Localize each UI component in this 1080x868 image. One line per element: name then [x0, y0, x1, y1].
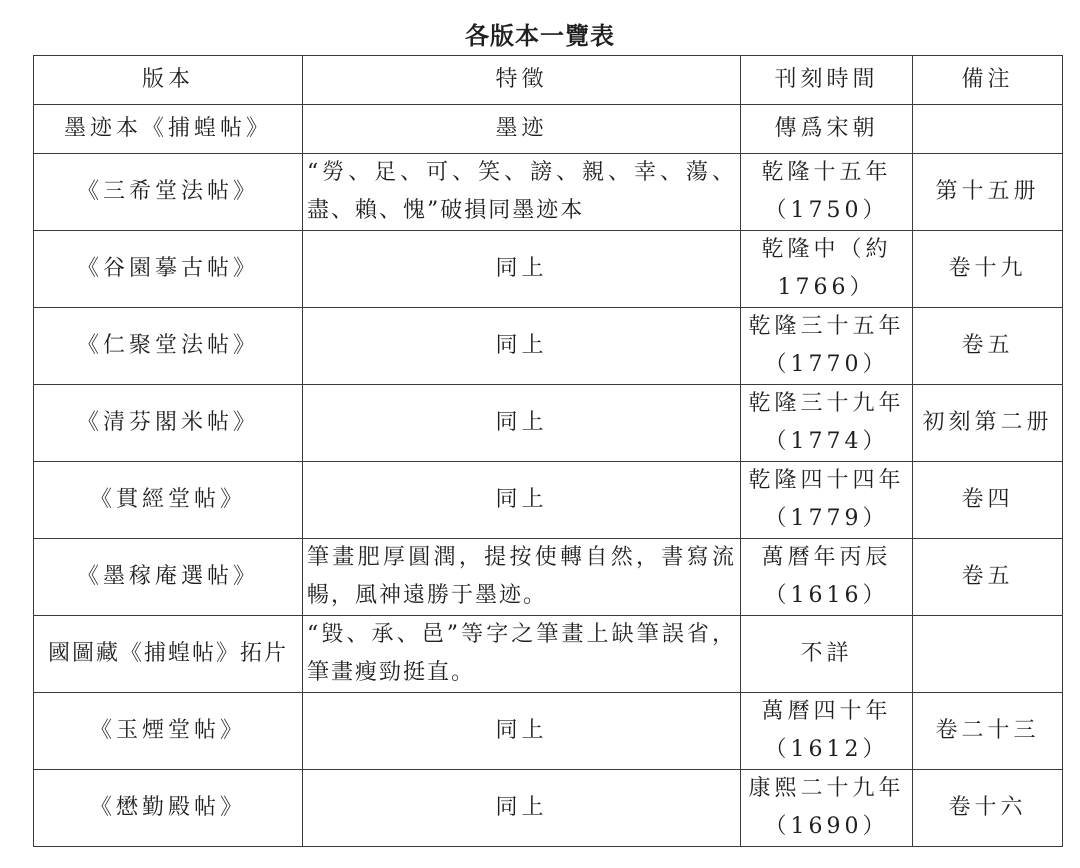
feature-cell: 同上 — [303, 308, 741, 385]
table-row — [34, 231, 1063, 308]
table-row — [34, 385, 1063, 462]
header-row — [34, 56, 1063, 105]
note-cell: 初刻第二册 — [913, 385, 1063, 462]
note-cell: 第十五册 — [913, 154, 1063, 231]
version-cell: 《清芬閣米帖》 — [34, 385, 303, 462]
header-note: 備注 — [913, 56, 1063, 105]
table-row — [34, 462, 1063, 539]
time-cell: 萬曆年丙辰（1616） — [741, 539, 913, 616]
table-row — [34, 616, 1063, 693]
time-cell: 萬曆四十年（1612） — [741, 693, 913, 770]
feature-cell: 同上 — [303, 770, 741, 847]
feature-cell: 筆畫肥厚圓潤，提按使轉自然，書寫流暢，風神遠勝于墨迹。 — [303, 539, 741, 616]
time-cell: 乾隆中（約1766） — [741, 231, 913, 308]
table-title: 各版本一覽表 — [465, 22, 615, 50]
header-version: 版本 — [34, 56, 303, 105]
time-cell: 乾隆三十五年（1770） — [741, 308, 913, 385]
editions-table — [33, 55, 1063, 847]
header-feature: 特徵 — [303, 56, 741, 105]
feature-cell: 同上 — [303, 462, 741, 539]
feature-cell: “勞、足、可、笑、謗、親、幸、蕩、盡、賴、愧”破損同墨迹本 — [303, 154, 741, 231]
time-cell: 康熙二十九年（1690） — [741, 770, 913, 847]
note-cell — [913, 616, 1063, 693]
header-time: 刊刻時間 — [741, 56, 913, 105]
note-cell: 卷十九 — [913, 231, 1063, 308]
note-cell: 卷四 — [913, 462, 1063, 539]
time-cell: 乾隆三十九年（1774） — [741, 385, 913, 462]
version-cell: 國圖藏《捕蝗帖》拓片 — [34, 616, 303, 693]
version-cell: 《谷園摹古帖》 — [34, 231, 303, 308]
feature-cell: 同上 — [303, 385, 741, 462]
version-cell: 《懋勤殿帖》 — [34, 770, 303, 847]
time-cell: 乾隆十五年（1750） — [741, 154, 913, 231]
version-cell: 《墨稼庵選帖》 — [34, 539, 303, 616]
version-cell: 《玉煙堂帖》 — [34, 693, 303, 770]
time-cell: 傳爲宋朝 — [741, 105, 913, 154]
note-cell: 卷五 — [913, 308, 1063, 385]
note-cell — [913, 105, 1063, 154]
version-cell: 墨迹本《捕蝗帖》 — [34, 105, 303, 154]
time-cell: 不詳 — [741, 616, 913, 693]
time-cell: 乾隆四十四年（1779） — [741, 462, 913, 539]
version-cell: 《仁聚堂法帖》 — [34, 308, 303, 385]
note-cell: 卷五 — [913, 539, 1063, 616]
table-row — [34, 693, 1063, 770]
version-cell: 《貫經堂帖》 — [34, 462, 303, 539]
table-row — [34, 539, 1063, 616]
version-cell: 《三希堂法帖》 — [34, 154, 303, 231]
feature-cell: 同上 — [303, 693, 741, 770]
table-row — [34, 154, 1063, 231]
note-cell: 卷二十三 — [913, 693, 1063, 770]
feature-cell: 同上 — [303, 231, 741, 308]
table-row — [34, 770, 1063, 847]
table-row — [34, 308, 1063, 385]
table-row — [34, 105, 1063, 154]
note-cell: 卷十六 — [913, 770, 1063, 847]
feature-cell: “毀、承、邑”等字之筆畫上缺筆誤省，筆畫瘦勁挺直。 — [303, 616, 741, 693]
feature-cell: 墨迹 — [303, 105, 741, 154]
